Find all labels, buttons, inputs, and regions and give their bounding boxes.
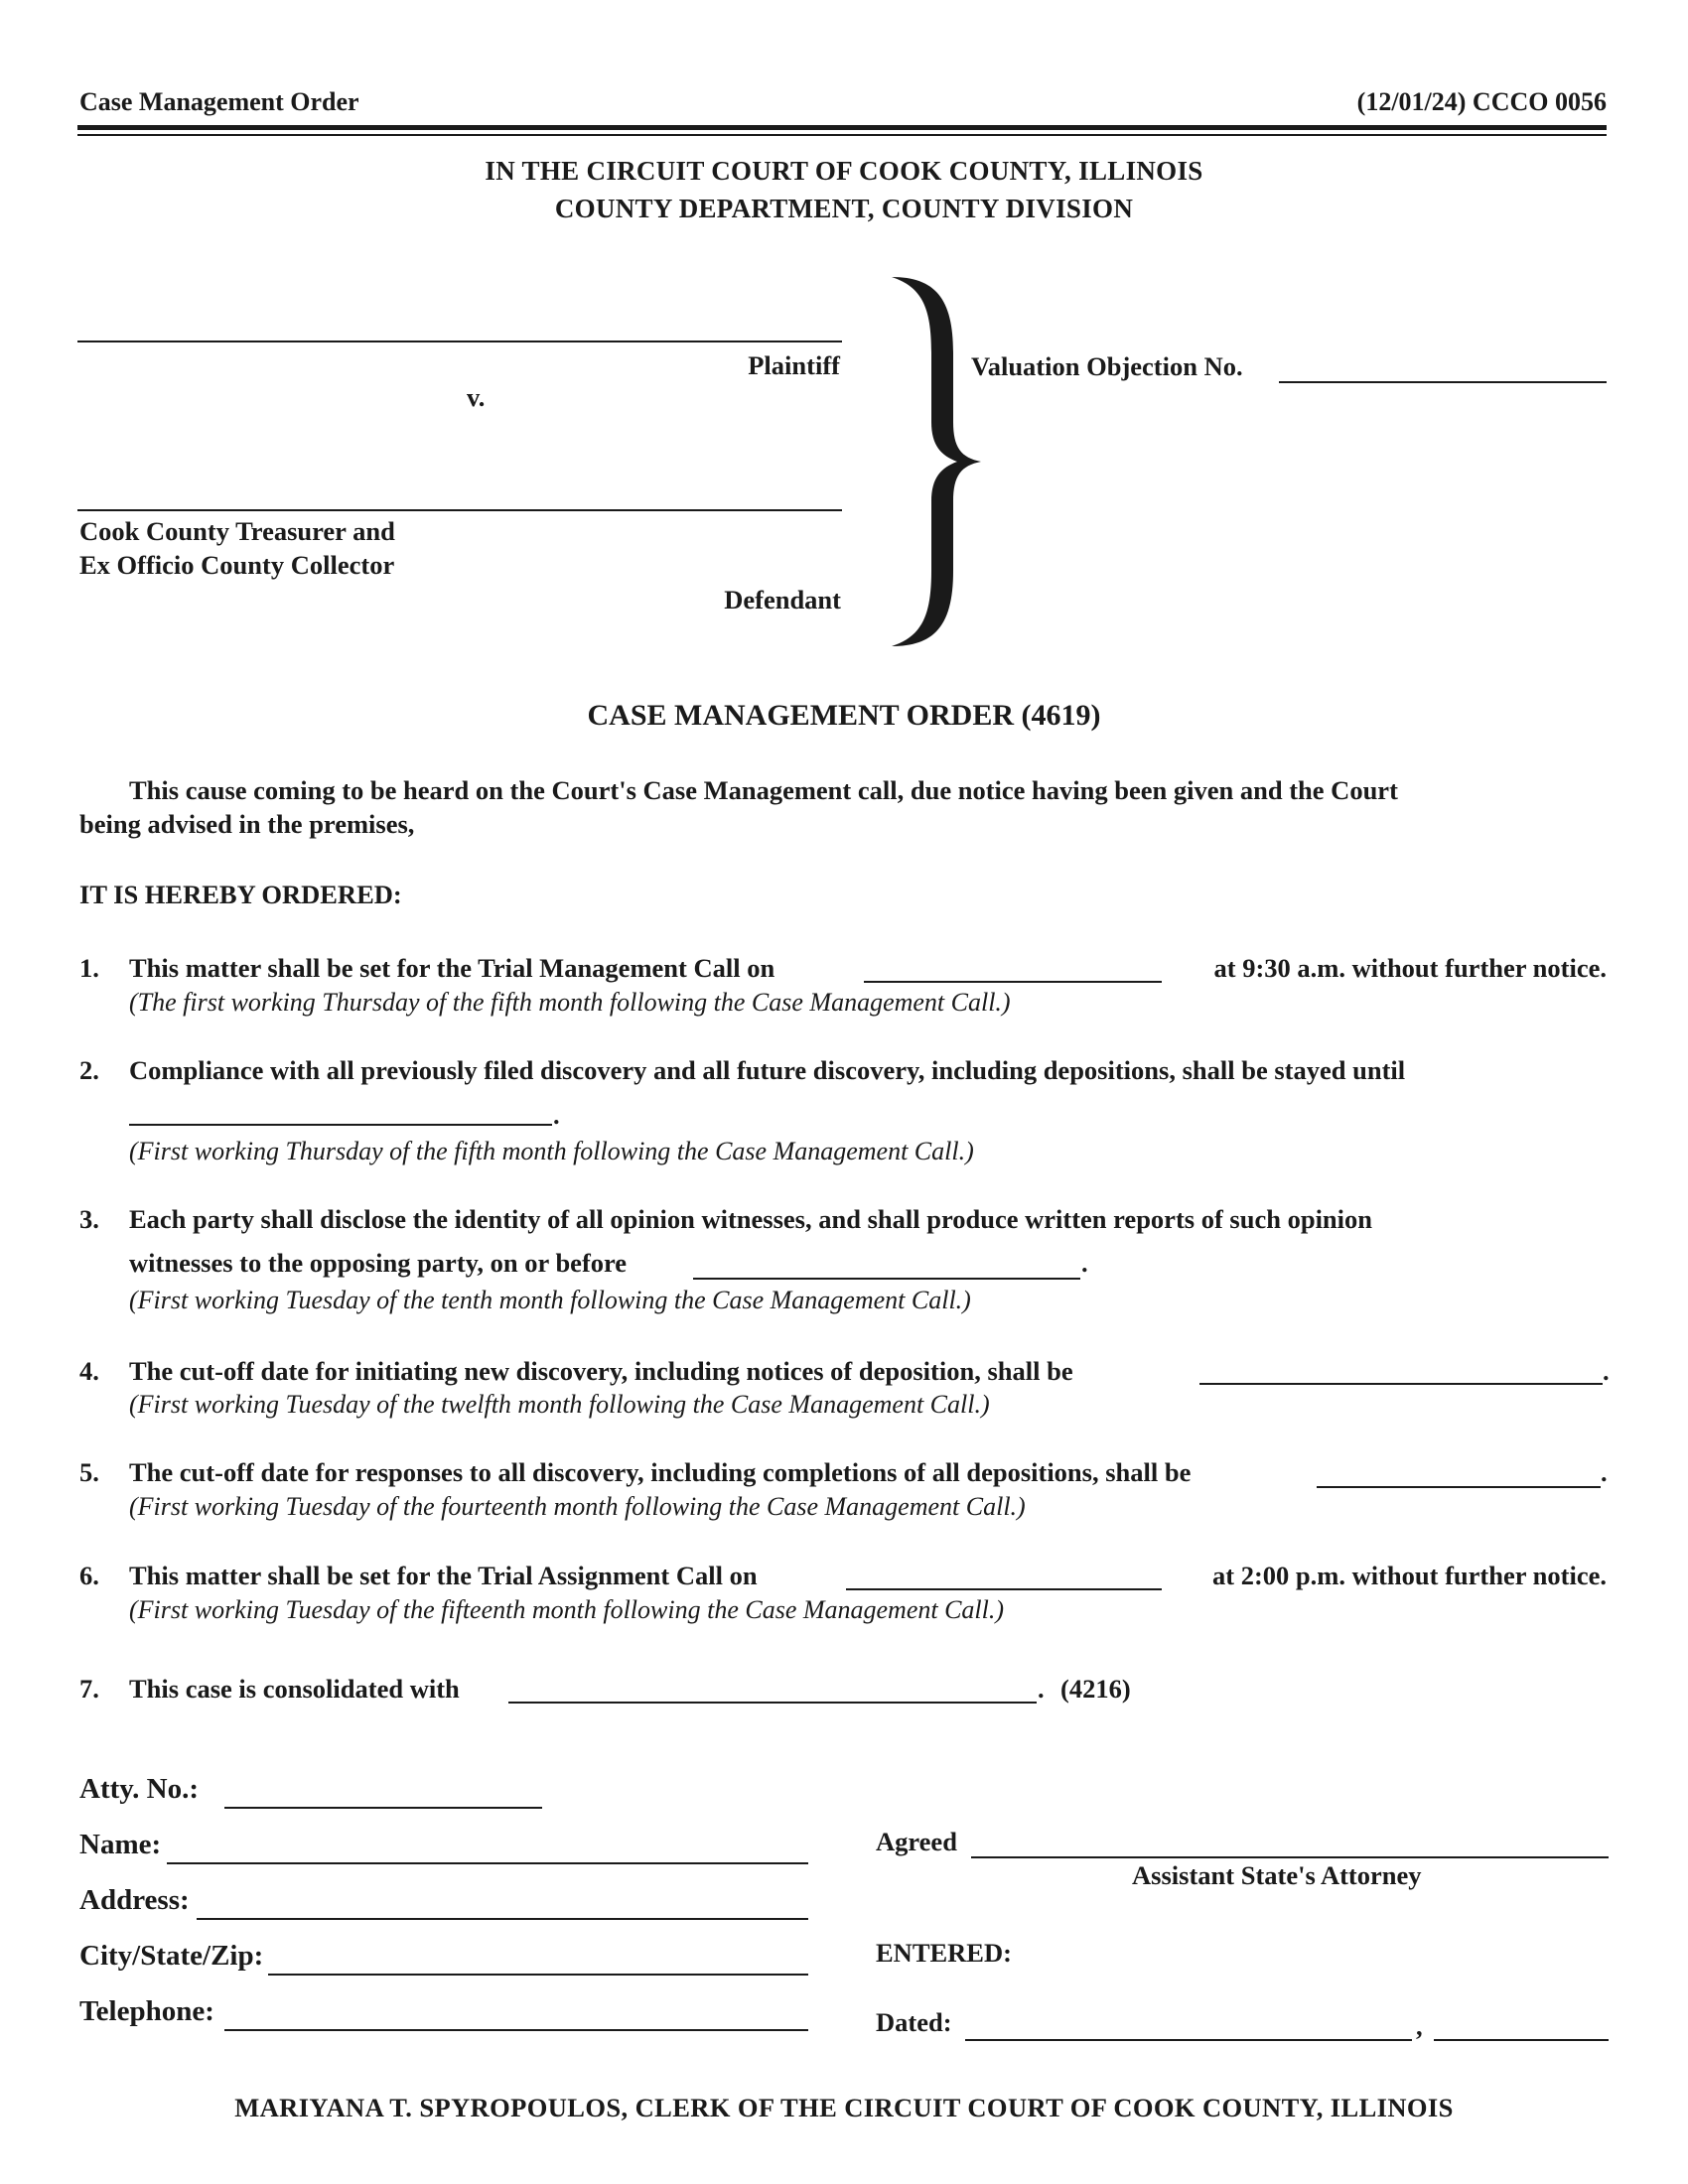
defendant-name-line1: Cook County Treasurer and xyxy=(79,516,395,546)
address-label: Address: xyxy=(79,1884,190,1916)
item-1-note: (The first working Thursday of the fifth month following the Case Management Call.) xyxy=(129,988,1011,1017)
form-code: (12/01/24) CCCO 0056 xyxy=(1356,87,1607,116)
defendant-line[interactable] xyxy=(77,509,842,511)
telephone-label: Telephone: xyxy=(79,1995,214,2027)
item-number: 7. xyxy=(79,1674,99,1704)
agreed-signature-field[interactable] xyxy=(971,1856,1609,1858)
item-1-time: at 9:30 a.m. without further notice. xyxy=(1213,953,1607,983)
item-number: 4. xyxy=(79,1356,99,1386)
city-state-zip-field[interactable] xyxy=(268,1974,808,1976)
form-name: Case Management Order xyxy=(79,87,359,116)
address-field[interactable] xyxy=(197,1918,808,1920)
plaintiff-line[interactable] xyxy=(77,341,842,342)
header-rule-thick xyxy=(77,125,1607,130)
item-4-text: The cut-off date for initiating new discovery, including notices of deposition, shall be xyxy=(129,1356,1073,1386)
objection-label: Valuation Objection No. xyxy=(971,351,1243,381)
item-3-text-cont: witnesses to the opposing party, on or before xyxy=(129,1248,628,1278)
name-field[interactable] xyxy=(167,1862,808,1864)
item-1-text: This matter shall be set for the Trial Management Call on xyxy=(129,953,775,983)
defendant-label: Defendant xyxy=(724,585,841,614)
dated-field[interactable] xyxy=(965,2039,1412,2041)
item-5-period: . xyxy=(1601,1457,1608,1487)
item-6-time: at 2:00 p.m. without further notice. xyxy=(1212,1561,1607,1590)
item-number: 1. xyxy=(79,953,99,983)
opinion-witness-date-field[interactable] xyxy=(693,1278,1080,1280)
item-5-text: The cut-off date for responses to all discovery, including completions of all depositions, shall be xyxy=(129,1457,1192,1487)
item-3-period: . xyxy=(1081,1248,1088,1278)
dated-label: Dated: xyxy=(876,2007,952,2037)
intro-line1: This cause coming to be heard on the Court's Case Management call, due notice having been given and the Court xyxy=(129,775,1398,805)
item-number: 3. xyxy=(79,1204,99,1234)
atty-no-field[interactable] xyxy=(224,1807,542,1809)
item-3-text: Each party shall disclose the identity of all opinion witnesses, and shall produce written reports of such opinion xyxy=(129,1204,1373,1234)
item-6-text: This matter shall be set for the Trial Assignment Call on xyxy=(129,1561,758,1590)
header-rule-thin xyxy=(77,134,1607,136)
asa-label: Assistant State's Attorney xyxy=(1132,1860,1422,1890)
year-field[interactable] xyxy=(1434,2039,1609,2041)
ordered-heading: IT IS HEREBY ORDERED: xyxy=(79,880,402,909)
plaintiff-label: Plaintiff xyxy=(748,350,840,380)
defendant-name-line2: Ex Officio County Collector xyxy=(79,550,395,580)
trial-assignment-date-field[interactable] xyxy=(846,1588,1162,1590)
discovery-cutoff-date-field[interactable] xyxy=(1199,1383,1603,1385)
consolidated-case-field[interactable] xyxy=(508,1702,1037,1704)
discovery-stay-date-field[interactable] xyxy=(129,1124,552,1126)
item-7-period: . xyxy=(1038,1674,1045,1704)
name-label: Name: xyxy=(79,1829,162,1860)
court-name: IN THE CIRCUIT COURT OF COOK COUNTY, ILLINOIS xyxy=(485,156,1203,186)
versus: v. xyxy=(467,382,486,412)
item-3-note: (First working Tuesday of the tenth month following the Case Management Call.) xyxy=(129,1286,971,1314)
entered-label: ENTERED: xyxy=(876,1938,1012,1968)
item-2-text: Compliance with all previously filed discovery and all future discovery, including depositions, shall be stayed until xyxy=(129,1055,1406,1085)
objection-number-field[interactable] xyxy=(1279,381,1607,383)
item-number: 6. xyxy=(79,1561,99,1590)
item-7-text: This case is consolidated with xyxy=(129,1674,460,1704)
responses-cutoff-date-field[interactable] xyxy=(1317,1486,1601,1488)
item-2-note: (First working Thursday of the fifth month following the Case Management Call.) xyxy=(129,1137,974,1165)
item-4-note: (First working Tuesday of the twelfth month following the Case Management Call.) xyxy=(129,1390,990,1419)
agreed-label: Agreed xyxy=(876,1827,957,1856)
trial-management-date-field[interactable] xyxy=(864,981,1162,983)
caption-brace xyxy=(874,273,993,650)
item-4-period: . xyxy=(1603,1356,1610,1386)
intro-line2: being advised in the premises, xyxy=(79,809,415,839)
clerk-footer: MARIYANA T. SPYROPOULOS, CLERK OF THE CIRCUIT COURT OF COOK COUNTY, ILLINOIS xyxy=(234,2093,1454,2122)
telephone-field[interactable] xyxy=(224,2029,808,2031)
dated-comma: , xyxy=(1416,2011,1423,2041)
item-5-note: (First working Tuesday of the fourteenth month following the Case Management Call.) xyxy=(129,1492,1026,1521)
order-title: CASE MANAGEMENT ORDER (4619) xyxy=(587,699,1101,732)
item-number: 2. xyxy=(79,1055,99,1085)
item-7-code: (4216) xyxy=(1060,1674,1131,1704)
court-division: COUNTY DEPARTMENT, COUNTY DIVISION xyxy=(554,194,1134,223)
city-state-zip-label: City/State/Zip: xyxy=(79,1940,264,1972)
item-number: 5. xyxy=(79,1457,99,1487)
atty-no-label: Atty. No.: xyxy=(79,1773,200,1805)
item-6-note: (First working Tuesday of the fifteenth month following the Case Management Call.) xyxy=(129,1595,1005,1624)
item-2-period: . xyxy=(553,1100,560,1130)
